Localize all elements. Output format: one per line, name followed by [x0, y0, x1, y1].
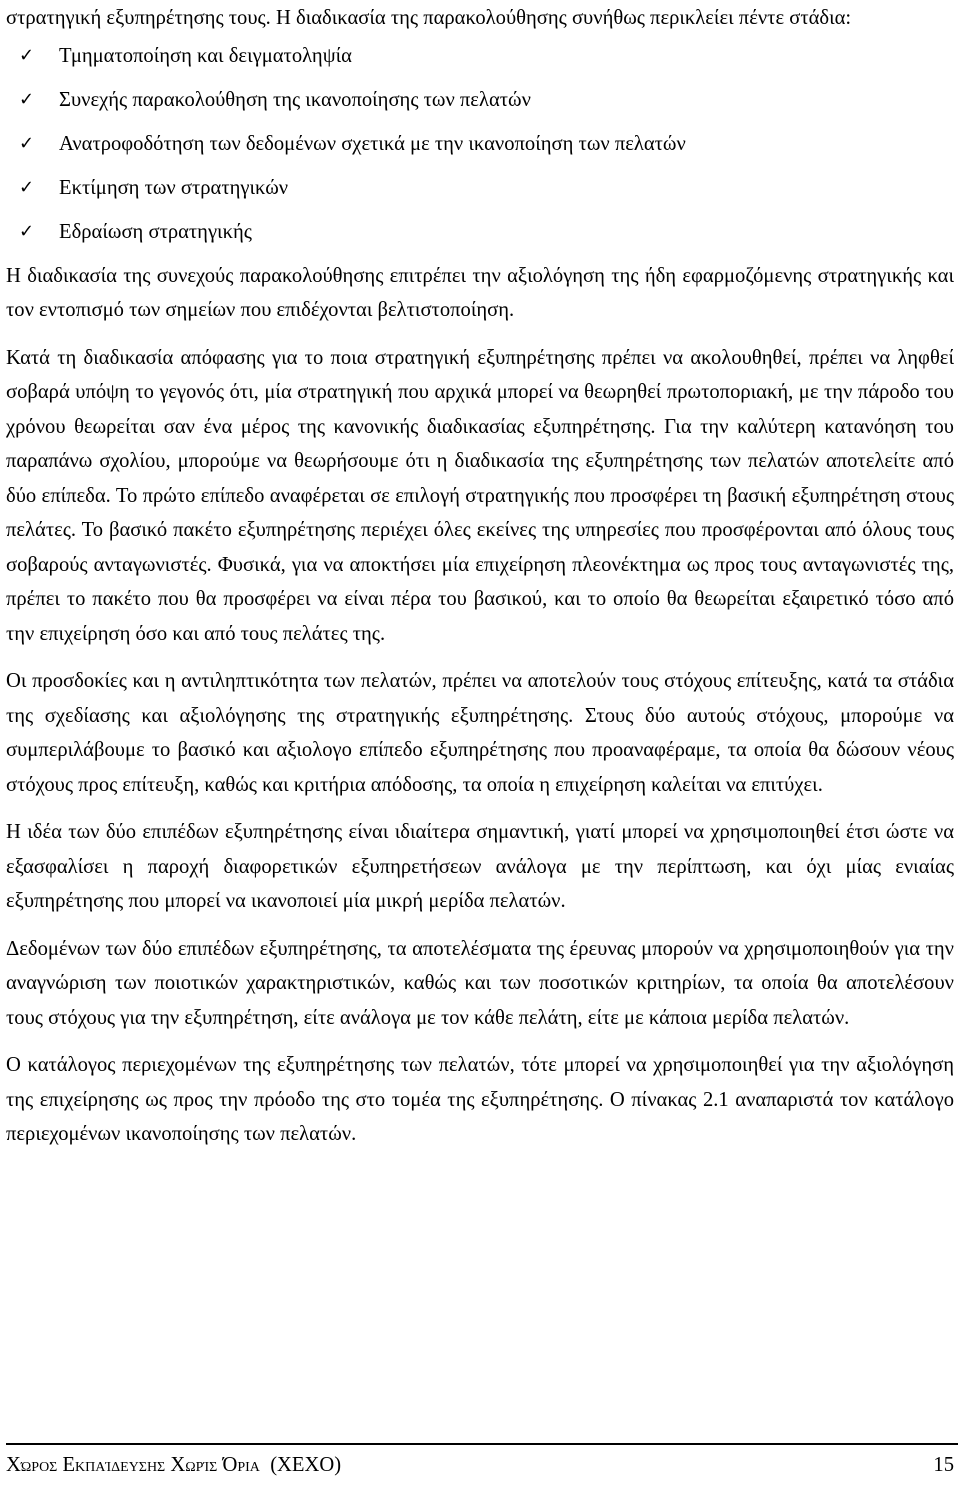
body-paragraph: Η ιδέα των δύο επιπέδων εξυπηρέτησης είναι ιδιαίτερα σημαντική, γιατί μπορεί να χρησιμοποιηθεί έτσι ώστε να εξασφαλίσει η παροχή διαφορετικών εξυπηρετήσεων ανάλογα με την περίπτωση, και όχι μίας ενιαίας εξυπηρέτησης που μπορεί να ικανοποιεί μία μικρή μερίδα πελατών.: [6, 821, 954, 912]
list-item: [6, 78, 954, 122]
checkmark-icon: ✓: [19, 44, 35, 66]
footer-divider: [6, 1443, 958, 1445]
intro-paragraph: στρατηγική εξυπηρέτησης τους. Η διαδικασία της παρακολούθησης συνήθως περικλείει πέντε στάδια:: [6, 7, 852, 29]
footer-title: Χώρος Εκπαίδευσης Χωρίς Όρια: [6, 1454, 260, 1476]
checkmark-icon: ✓: [19, 220, 35, 242]
body-paragraph: Δεδομένων των δύο επιπέδων εξυπηρέτησης, τα αποτελέσματα της έρευνας μπορούν να χρησιμοποιηθούν για την αναγνώριση των ποιοτικών χαρακτηριστικών, καθώς και των ποσοτικών κριτηρίων, τα οποία θα αποτελέσουν τους στόχους για την εξυπηρέτηση, είτε ανάλογα με τον κάθε πελάτη, είτε με κάποια μερίδα πελατών.: [6, 937, 954, 1029]
list-item-label: Εκτίμηση των στρατηγικών: [59, 176, 289, 199]
list-item-label: Τμηματοποίηση και δειγματοληψία: [59, 44, 352, 67]
body-paragraph: Κατά τη διαδικασία απόφασης για το ποια στρατηγική εξυπηρέτησης πρέπει να ακολουθηθεί, πρέπει να ληφθεί σοβαρά υπόψη το γεγονός ότι, μία στρατηγική που αρχικά μπορεί να θεωρηθεί πρωτοποριακή, με την πάροδο του χρόνου θεωρείται σαν ένα μέρος της κανονικής διαδικασίας εξυπηρέτησης. Για την καλύτερη κατανόηση του παραπάνω σχολίου, μπορούμε να θεωρήσουμε ότι η διαδικασία της εξυπηρέτησης των πελατών αποτελείτε από δύο επίπεδα. Το πρώτο επίπεδο αναφέρεται σε επιλογή στρατηγικής που προσφέρει τη βασική εξυπηρέτηση στους πελάτες. Το βασικό πακέτο εξυπηρέτησης περιέχει όλες εκείνες της υπηρεσίες που προσφέρονται από όλους τους σοβαρούς ανταγωνιστές. Φυσικά, για να αποκτήσει μία επιχείρηση πλεονέκτημα ως προς τους ανταγωνιστές της, πρέπει το πακέτο που θα προσφέρει να είναι πέρα του βασικού, και το οποίο θα θεωρείται εξαιρετικό τόσο από την επιχείρηση όσο και από τους πελάτες της.: [6, 346, 954, 645]
footer-title-group: [6, 1448, 341, 1482]
list-item: [6, 122, 954, 166]
stages-list: [6, 34, 954, 254]
list-item: [6, 166, 954, 210]
page-number: 15: [933, 1454, 954, 1476]
list-item: [6, 210, 954, 254]
list-item-label: Συνεχής παρακολούθηση της ικανοποίησης των πελατών: [59, 88, 531, 111]
body-paragraph: Η διαδικασία της συνεχούς παρακολούθησης επιτρέπει την αξιολόγηση της ήδη εφαρμοζόμενης στρατηγικής και τον εντοπισμό των σημείων που επιδέχονται βελτιστοποίηση.: [6, 264, 954, 321]
document-page: [6, 0, 954, 1152]
body-paragraph: Οι προσδοκίες και η αντιληπτικότητα των πελατών, πρέπει να αποτελούν τους στόχους επίτευξης, κατά τα στάδια της σχεδίασης και αξιολόγησης της στρατηγικής εξυπηρέτησης. Στους δύο αυτούς στόχους, μπορούμε να συμπεριλάβουμε το βασικό και αξιολογο επίπεδο εξυπηρέτησης που προαναφέραμε, τα οποία θα δώσουν νέους στόχους προς επίτευξη, καθώς και κριτήρια απόδοσης, τα οποία η επιχείρηση καλείται να επιτύχει.: [6, 670, 954, 796]
list-item-label: Ανατροφοδότηση των δεδομένων σχετικά με την ικανοποίηση των πελατών: [59, 132, 686, 155]
checkmark-icon: ✓: [19, 88, 35, 110]
body-paragraph: Ο κατάλογος περιεχομένων της εξυπηρέτησης των πελατών, τότε μπορεί να χρησιμοποιηθεί για την αξιολόγηση της επιχείρησης ως προς την πρόοδο της στο τομέα της εξυπηρέτησης. Ο πίνακας 2.1 αναπαριστά τον κατάλογο περιεχομένων ικανοποίησης των πελατών.: [6, 1054, 954, 1145]
checkmark-icon: ✓: [19, 132, 35, 154]
list-item: [6, 34, 954, 78]
checkmark-icon: ✓: [19, 176, 35, 198]
list-item-label: Εδραίωση στρατηγικής: [59, 220, 252, 243]
footer-abbrev: (ΧΕΧΟ): [270, 1454, 342, 1476]
